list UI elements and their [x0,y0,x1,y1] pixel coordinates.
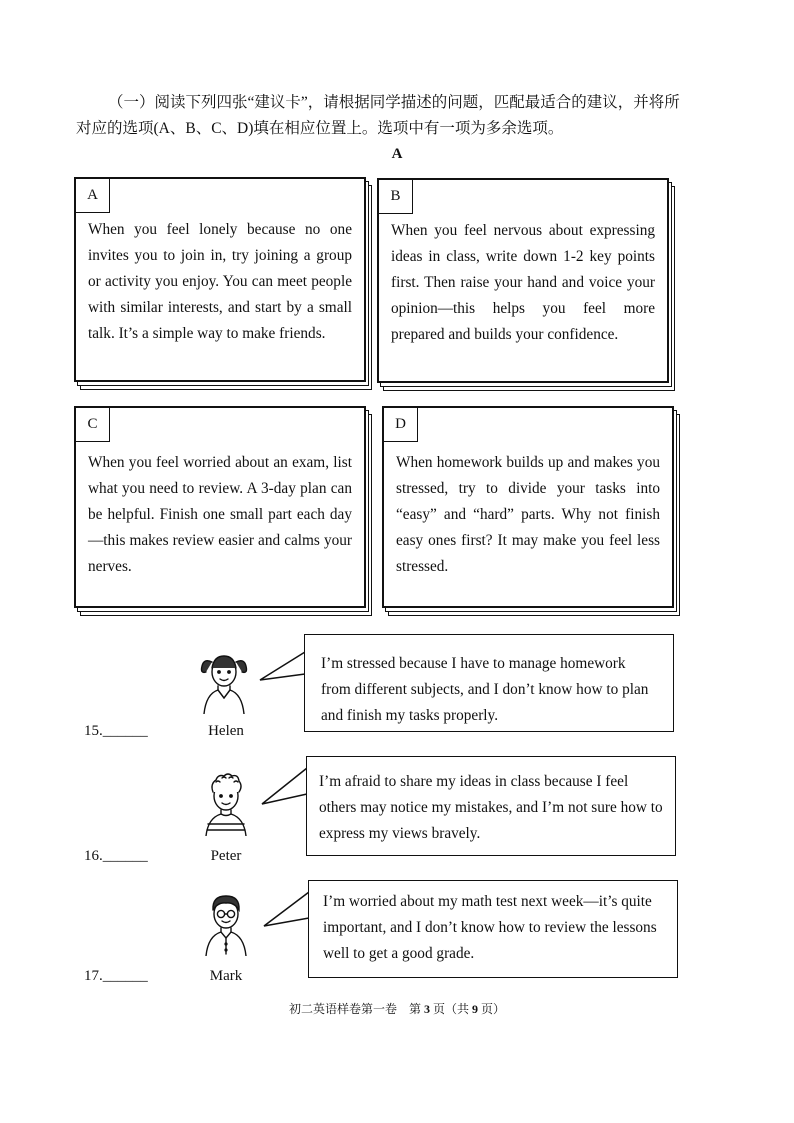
card-text: When you feel worried about an exam, list what you need to review. A 3-day plan can be helpful. Finish one small part each day—this makes review easier and calms your nerves. [88,454,352,575]
boy-curly-avatar-icon [196,770,256,836]
girl-avatar-icon [194,648,254,714]
student-name-peter: Peter [210,848,242,864]
advice-card-b [377,178,677,393]
student-name-helen: Helen [208,723,244,739]
answer-blank-16[interactable]: 16.______ [84,848,148,864]
card-face [74,406,366,608]
card-text: When homework builds up and makes you stressed, try to divide your tasks into “easy” and “hard” parts. Why not finish easy ones first? It may make you feel less stressed. [396,454,660,575]
footer-total-pages: 9 [472,1002,478,1016]
card-label: B [379,180,413,214]
section-letter: A [391,146,403,162]
boy-glasses-avatar-icon [196,890,256,956]
instructions-text: （一）阅读下列四张“建议卡”，请根据同学描述的问题，匹配最适合的建议，并将所对应的选项(A、B、C、D)填在相应位置上。选项中有一项为多余选项。 [76,94,680,137]
advice-card-d [382,406,682,616]
footer-suffix: 页） [478,1002,506,1016]
card-face [382,406,674,608]
card-face [377,178,669,383]
speech-text: I’m worried about my math test next week—it’s quite important, and I don’t know how to review the lessons well to get a good grade. [308,880,678,978]
card-label: C [76,408,110,442]
card-text: When you feel nervous about expressing ideas in class, write down 1-2 key points first. Then raise your hand and voice your opinion—this helps you feel more prepared and builds your confidence. [391,222,655,343]
speech-text: I’m stressed because I have to manage homework from different subjects, and I don’t know how to plan and finish my tasks properly. [304,634,674,732]
answer-blank-15[interactable]: 15.______ [84,723,148,739]
instructions [76,90,686,142]
student-name-mark: Mark [209,968,243,984]
advice-card-c [74,406,374,616]
footer-page-number: 3 [423,1002,430,1016]
answer-blank-17[interactable]: 17.______ [84,968,148,984]
page-footer [0,1000,794,1017]
footer-prefix: 初二英语样卷第一卷 第 [288,1002,424,1016]
card-label: D [384,408,418,442]
advice-card-a [74,177,374,392]
card-face [74,177,366,382]
speech-text: I’m afraid to share my ideas in class because I feel others may notice my mistakes, and I’m not sure how to express my views bravely. [306,756,676,856]
card-text: When you feel lonely because no one invites you to join in, try joining a group or activity you enjoy. You can meet people with similar interests, and start by a small talk. It’s a simple way to make friends. [88,221,352,342]
card-label: A [76,179,110,213]
footer-middle: 页（共 [429,1002,472,1016]
